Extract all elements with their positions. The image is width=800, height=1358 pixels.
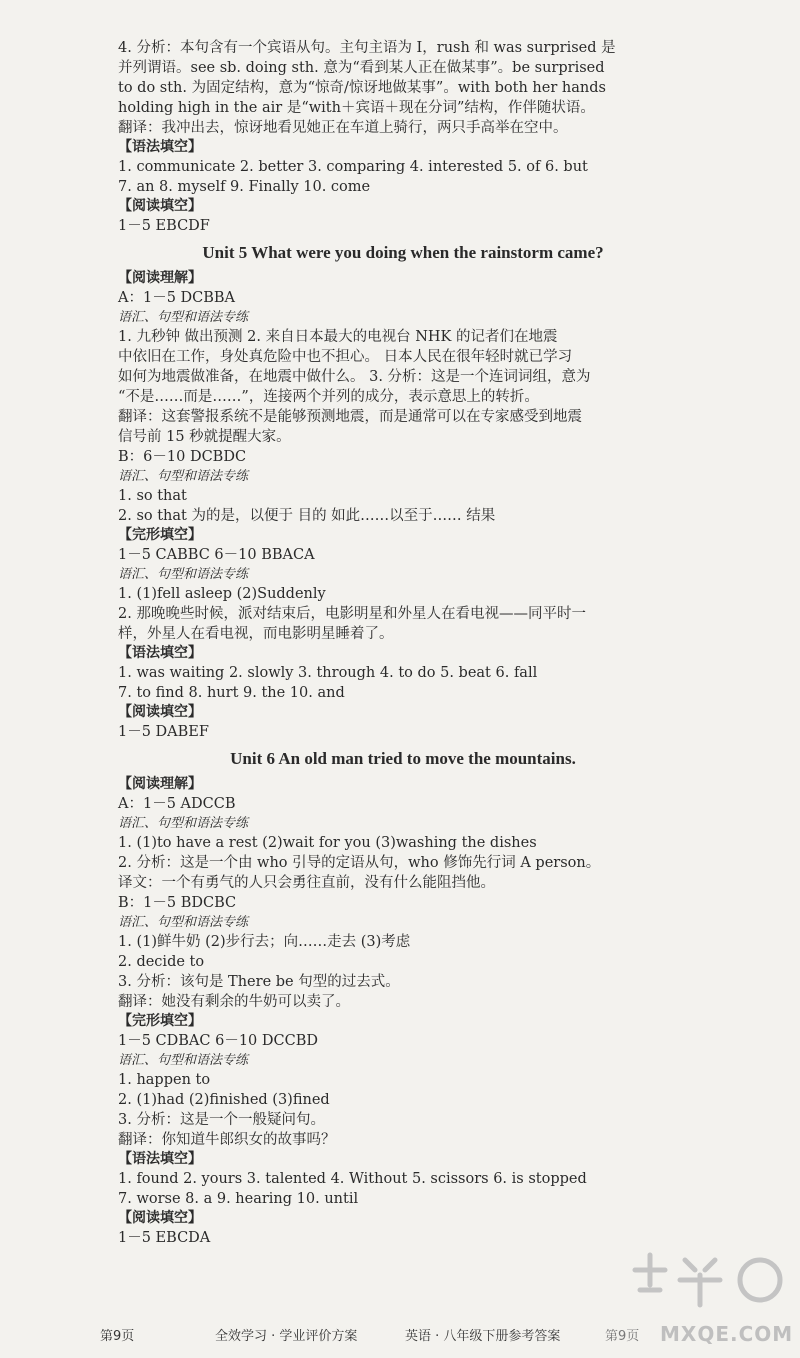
text-line: 1－5 DABEF: [118, 724, 209, 740]
text-line: 翻译：她没有剩余的牛奶可以卖了。: [118, 994, 350, 1010]
text-line: 2. 分析：这是一个由 who 引导的定语从句，who 修饰先行词 A person。: [118, 855, 601, 871]
footer-right-page: 第9页: [605, 1329, 640, 1344]
subsection-heading: 语汇、句型和语法专练: [118, 469, 249, 484]
text-line: 翻译：我冲出去，惊讶地看见她正在车道上骑行，两只手高举在空中。: [118, 120, 568, 136]
text-line: 2. decide to: [118, 954, 205, 970]
footer-series: 全效学习 · 学业评价方案: [215, 1329, 358, 1344]
text-line: 1－5 CDBAC 6－10 DCCBD: [118, 1033, 318, 1049]
text-line: 1. communicate 2. better 3. comparing 4. interested 5. of 6. but: [118, 159, 588, 175]
text-line: 1. happen to: [118, 1072, 211, 1088]
text-line: 译文：一个有勇气的人只会勇往直前，没有什么能阻挡他。: [118, 875, 495, 891]
text-line: 2. so that 为的是，以便于 目的 如此……以至于…… 结果: [118, 508, 496, 524]
section-heading: 【语法填空】: [118, 139, 202, 155]
section-heading: 【阅读理解】: [118, 776, 202, 792]
subsection-heading: 语汇、句型和语法专练: [118, 1053, 249, 1068]
text-line: “不是……而是……”，连接两个并列的成分，表示意思上的转折。: [118, 389, 539, 405]
text-line: 并列谓语。see sb. doing sth. 意为“看到某人正在做某事”。be surprised: [118, 60, 605, 76]
text-line: A：1－5 DCBBA: [118, 290, 236, 306]
text-line: 翻译：这套警报系统不是能够预测地震，而是通常可以在专家感受到地震: [118, 409, 582, 425]
section-heading: 【语法填空】: [118, 1151, 202, 1167]
text-line: 翻译：你知道牛郎织女的故事吗？: [118, 1132, 336, 1148]
text-line: 中依旧在工作，身处真危险中也不担心。 日本人民在很年轻时就已学习: [118, 349, 573, 365]
text-line: 2. (1)had (2)finished (3)fined: [118, 1092, 330, 1108]
section-heading: 【语法填空】: [118, 645, 202, 661]
watermark-text: MXQE.COM: [660, 1322, 794, 1346]
section-heading: 【完形填空】: [118, 1013, 202, 1029]
text-line: 1－5 EBCDF: [118, 218, 210, 234]
section-heading: 【阅读填空】: [118, 1210, 202, 1226]
section-heading: 【阅读填空】: [118, 704, 202, 720]
text-line: holding high in the air 是“with＋宾语＋现在分词”结构，作伴随状语。: [118, 100, 595, 116]
text-line: 1. found 2. yours 3. talented 4. Without 5. scissors 6. is stopped: [118, 1171, 587, 1187]
text-line: 7. an 8. myself 9. Finally 10. come: [118, 179, 371, 195]
section-heading: 【完形填空】: [118, 527, 202, 543]
text-line: to do sth. 为固定结构，意为“惊奇/惊讶地做某事”。with both her hands: [118, 80, 606, 96]
unit-title: Unit 5 What were you doing when the rainstorm came?: [202, 243, 604, 262]
text-line: 1. (1)鲜牛奶 (2)步行去；向……走去 (3)考虑: [118, 934, 411, 950]
text-line: 1－5 EBCDA: [118, 1230, 211, 1246]
text-line: 1. was waiting 2. slowly 3. through 4. to do 5. beat 6. fall: [118, 665, 538, 681]
subsection-heading: 语汇、句型和语法专练: [118, 816, 249, 831]
text-line: 1. so that: [118, 488, 187, 504]
text-line: 7. worse 8. a 9. hearing 10. until: [118, 1191, 359, 1207]
subsection-heading: 语汇、句型和语法专练: [118, 567, 249, 582]
text-line: A：1－5 ADCCB: [118, 796, 236, 812]
unit-title: Unit 6 An old man tried to move the mountains.: [230, 749, 576, 768]
subsection-heading: 语汇、句型和语法专练: [118, 310, 249, 325]
section-heading: 【阅读理解】: [118, 270, 202, 286]
text-line: 2. 那晚晚些时候，派对结束后，电影明星和外星人在看电视——同平时一: [118, 606, 586, 622]
text-line: B：6－10 DCBDC: [118, 449, 247, 465]
text-line: 3. 分析：该句是 There be 句型的过去式。: [118, 974, 400, 990]
text-line: 信号前 15 秒就提醒大家。: [118, 429, 291, 445]
text-line: 1. (1)fell asleep (2)Suddenly: [118, 586, 326, 602]
text-line: 4. 分析：本句含有一个宾语从句。主句主语为 I，rush 和 was surprised 是: [118, 40, 616, 56]
text-line: 1. (1)to have a rest (2)wait for you (3)washing the dishes: [118, 835, 537, 851]
answer-page: [118, 38, 688, 1248]
text-line: 1－5 CABBC 6－10 BBACA: [118, 547, 315, 563]
text-line: 3. 分析：这是一个一般疑问句。: [118, 1112, 325, 1128]
section-heading: 【阅读填空】: [118, 198, 202, 214]
text-line: 7. to find 8. hurt 9. the 10. and: [118, 685, 345, 701]
footer-page-number: 第9页: [100, 1329, 135, 1344]
subsection-heading: 语汇、句型和语法专练: [118, 915, 249, 930]
footer-book-title: 英语 · 八年级下册参考答案: [405, 1329, 561, 1344]
text-line: B：1－5 BDCBC: [118, 895, 237, 911]
text-line: 1. 九秒钟 做出预测 2. 来自日本最大的电视台 NHK 的记者们在地震: [118, 329, 558, 345]
text-line: 样，外星人在看电视，而电影明星睡着了。: [118, 626, 394, 642]
text-line: 如何为地震做准备，在地震中做什么。 3. 分析：这是一个连词词组，意为: [118, 369, 591, 385]
